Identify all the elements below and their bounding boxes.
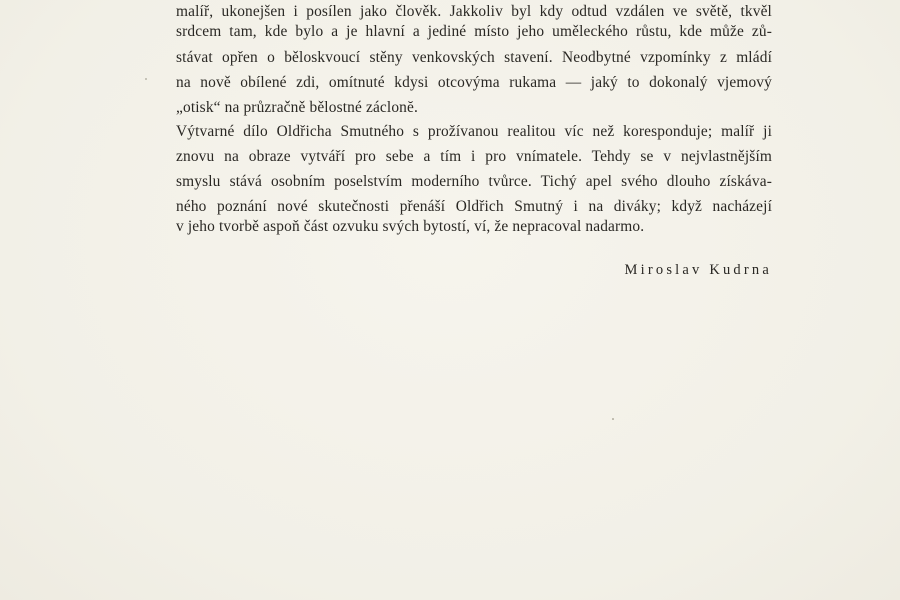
text-line-10: v jeho tvorbě aspoň část ozvuku svých bytostí, ví, že nepracoval nadarmo. bbox=[176, 218, 645, 235]
text-line-1: malíř, ukonejšen i posílen jako člověk. Jakkoliv byl kdy odtud vzdálen ve světě, tkvěl bbox=[176, 3, 772, 20]
text-line-6: Výtvarné dílo Oldřicha Smutného s prožívanou realitou víc než koresponduje; malíř ji bbox=[176, 123, 772, 140]
paper-speck bbox=[145, 78, 147, 80]
text-line-2: srdcem tam, kde bylo a je hlavní a jediné místo jeho uměleckého růstu, kde může zů- bbox=[176, 23, 772, 40]
text-line-7: znovu na obraze vytváří pro sebe a tím i pro vnímatele. Tehdy se v nejvlastnějším bbox=[176, 148, 772, 165]
text-line-5: „otisk“ na průzračně bělostné záclonĕ. bbox=[176, 99, 419, 116]
text-line-4: na nově obílené zdi, omítnuté kdysi otcovýma rukama — jaký to dokonalý vjemový bbox=[176, 74, 772, 91]
text-line-8: smyslu stává osobním poselstvím moderního tvůrce. Tichý apel svého dlouho získáva- bbox=[176, 173, 772, 190]
text-line-3: stávat opřen o běloskvoucí stěny venkovských stavení. Neodbytné vzpomínky z mládí bbox=[176, 49, 772, 66]
author-signature: Miroslav Kudrna bbox=[624, 262, 772, 278]
text-line-9: ného poznání nové skutečnosti přenáší Oldřich Smutný i na diváky; když nacházejí bbox=[176, 198, 772, 215]
paper-speck bbox=[612, 418, 614, 420]
